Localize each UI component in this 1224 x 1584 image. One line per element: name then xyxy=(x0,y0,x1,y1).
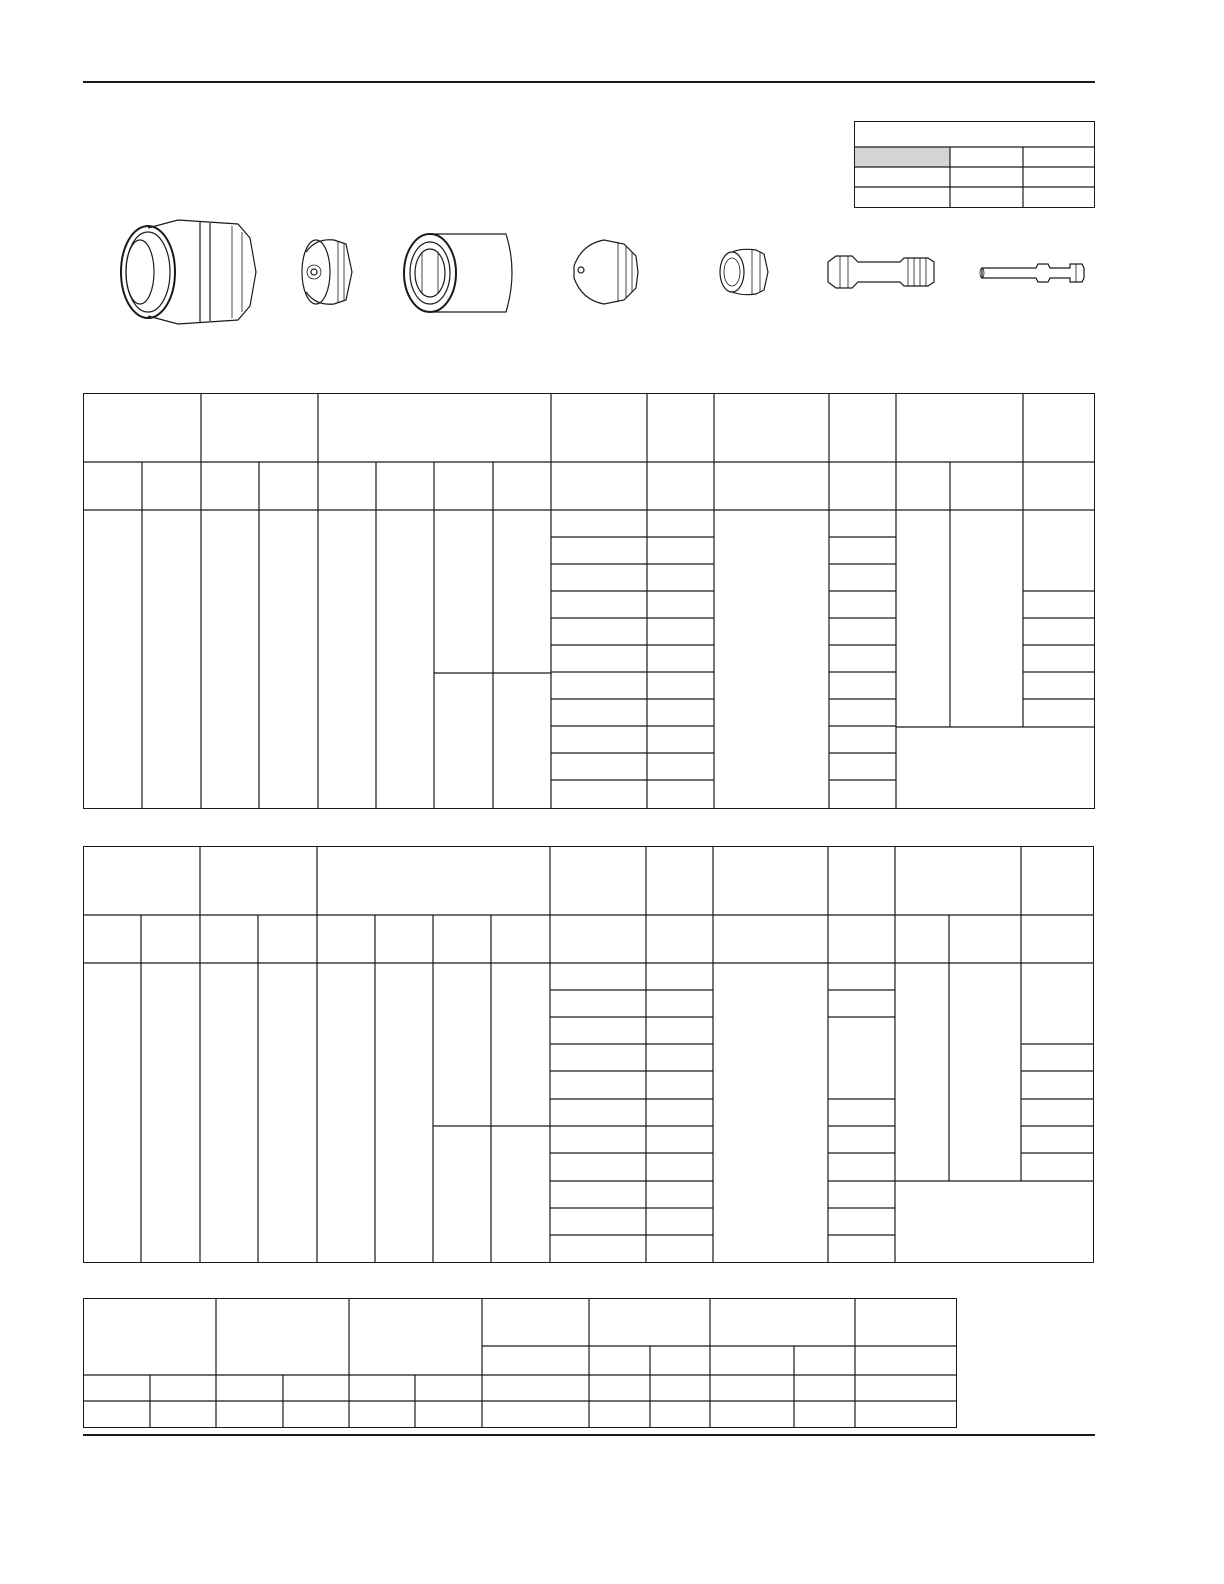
cut-chart-table-2 xyxy=(83,846,1094,1263)
retaining-cap-icon xyxy=(404,234,512,312)
shield-cap-icon xyxy=(302,240,352,305)
cut-chart-1-grid xyxy=(84,394,1094,808)
swirl-ring-icon xyxy=(720,249,768,294)
cut-chart-table-1 xyxy=(83,393,1095,809)
summary-table xyxy=(83,1298,957,1428)
water-tube-icon xyxy=(980,264,1084,282)
cut-chart-2-grid xyxy=(84,847,1093,1262)
nozzle-icon xyxy=(574,240,638,304)
electrode-icon xyxy=(828,256,934,288)
summary-table-grid xyxy=(84,1299,956,1427)
shield-icon xyxy=(121,220,256,324)
